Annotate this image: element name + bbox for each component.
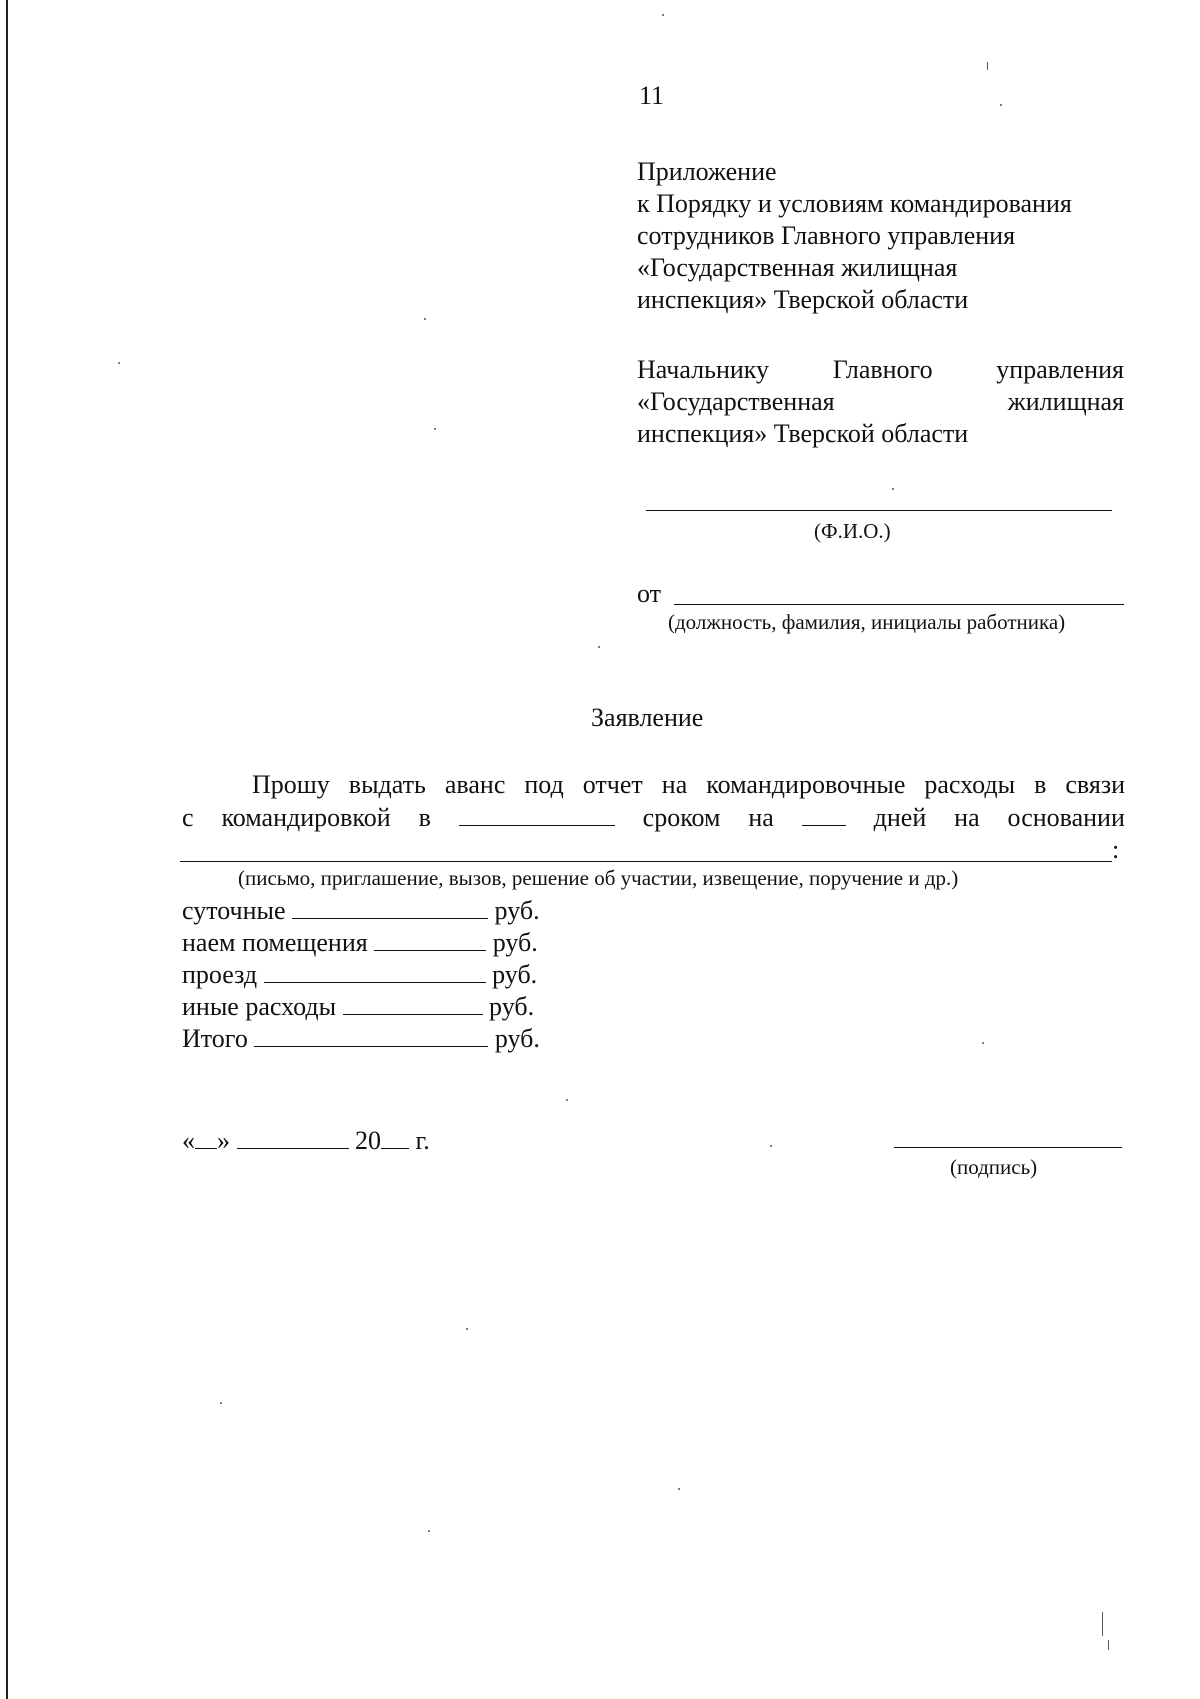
expense-row-other — [182, 990, 534, 1023]
scan-speck — [1108, 1640, 1109, 1650]
appendix-line: «Государственная жилищная — [637, 253, 958, 282]
addressee-word: жилищная — [1007, 387, 1124, 416]
from-caption: (должность, фамилия, инициалы работника) — [668, 610, 1066, 634]
scan-speck — [982, 1042, 984, 1044]
addressee-word: «Государственная — [637, 387, 835, 416]
addressee-line-3: инспекция» Тверской области — [637, 419, 969, 448]
fio-blank-line — [646, 510, 1112, 511]
scan-speck — [118, 362, 120, 364]
appendix-line: к Порядку и условиям командирования — [637, 189, 1072, 218]
scan-speck — [466, 1328, 468, 1330]
scan-speck — [662, 14, 664, 16]
expense-blank — [374, 926, 486, 951]
scan-speck — [428, 1530, 430, 1532]
scan-edge — [6, 0, 8, 1699]
expense-blank — [254, 1022, 488, 1047]
day-blank — [195, 1124, 217, 1149]
body-word: дней — [873, 803, 927, 832]
from-label: от — [637, 579, 662, 608]
appendix-line: инспекция» Тверской области — [637, 285, 969, 314]
scan-speck — [424, 318, 426, 320]
date-close-quote: » — [217, 1126, 230, 1155]
expense-unit: руб. — [489, 992, 535, 1021]
scan-speck — [987, 62, 988, 70]
body-word: на — [748, 803, 774, 832]
body-word: с — [182, 803, 194, 832]
expense-row-daily — [182, 894, 540, 927]
expense-row-travel — [182, 958, 537, 991]
body-word: в — [418, 803, 431, 832]
expense-row-total — [182, 1022, 540, 1055]
addressee-word: управления — [996, 355, 1124, 384]
expense-unit: руб. — [492, 960, 538, 989]
basis-colon: : — [1112, 835, 1120, 864]
expense-row-lodging — [182, 926, 538, 959]
body-word: основании — [1007, 803, 1125, 832]
scan-speck — [598, 646, 600, 648]
fio-caption: (Ф.И.О.) — [814, 519, 891, 543]
body-word: сроком — [642, 803, 721, 832]
year-blank — [381, 1124, 409, 1149]
from-blank-line — [674, 604, 1124, 605]
scan-speck — [1102, 1612, 1103, 1636]
basis-caption: (письмо, приглашение, вызов, решение об участии, извещение, поручение и др.) — [238, 866, 959, 890]
page-number: 11 — [639, 81, 665, 110]
expense-label: суточные — [182, 896, 286, 925]
year-suffix: г. — [415, 1126, 430, 1155]
month-blank — [237, 1124, 349, 1149]
scan-speck — [770, 1145, 772, 1147]
appendix-block — [637, 156, 1072, 316]
expense-unit: руб. — [492, 928, 538, 957]
expense-label: наем помещения — [182, 928, 368, 957]
signature-caption: (подпись) — [950, 1155, 1038, 1179]
body-line-2 — [182, 801, 1125, 834]
scan-speck — [566, 1099, 568, 1101]
expense-blank — [264, 958, 486, 983]
addressee-word: Начальнику — [637, 355, 770, 384]
statement-title: Заявление — [591, 703, 704, 732]
scan-speck — [678, 1488, 680, 1490]
year-prefix: 20 — [355, 1126, 381, 1155]
appendix-title: Приложение — [637, 157, 777, 186]
date-open-quote: « — [182, 1126, 195, 1155]
body-line-1: Прошу выдать аванс под отчет на командировочные расходы в связи — [252, 770, 1125, 799]
expense-unit: руб. — [494, 896, 540, 925]
signature-blank-line — [894, 1147, 1122, 1148]
expense-label: проезд — [182, 960, 258, 989]
appendix-line: сотрудников Главного управления — [637, 221, 1016, 250]
body-word: командировкой — [221, 803, 391, 832]
expense-unit: руб. — [494, 1024, 540, 1053]
addressee-line-1 — [637, 354, 1124, 386]
destination-blank — [459, 801, 615, 826]
basis-blank-line — [180, 861, 1112, 862]
scan-speck — [220, 1402, 222, 1404]
date-line — [182, 1124, 430, 1157]
scan-speck — [434, 428, 436, 430]
days-blank — [802, 801, 846, 826]
expense-blank — [292, 894, 488, 919]
scan-speck — [892, 488, 894, 490]
expense-blank — [343, 990, 483, 1015]
addressee-line-2 — [637, 386, 1124, 418]
scan-speck — [1000, 104, 1002, 106]
body-word: на — [954, 803, 980, 832]
expense-label: иные расходы — [182, 992, 337, 1021]
expense-label: Итого — [182, 1024, 248, 1053]
addressee-word: Главного — [832, 355, 933, 384]
